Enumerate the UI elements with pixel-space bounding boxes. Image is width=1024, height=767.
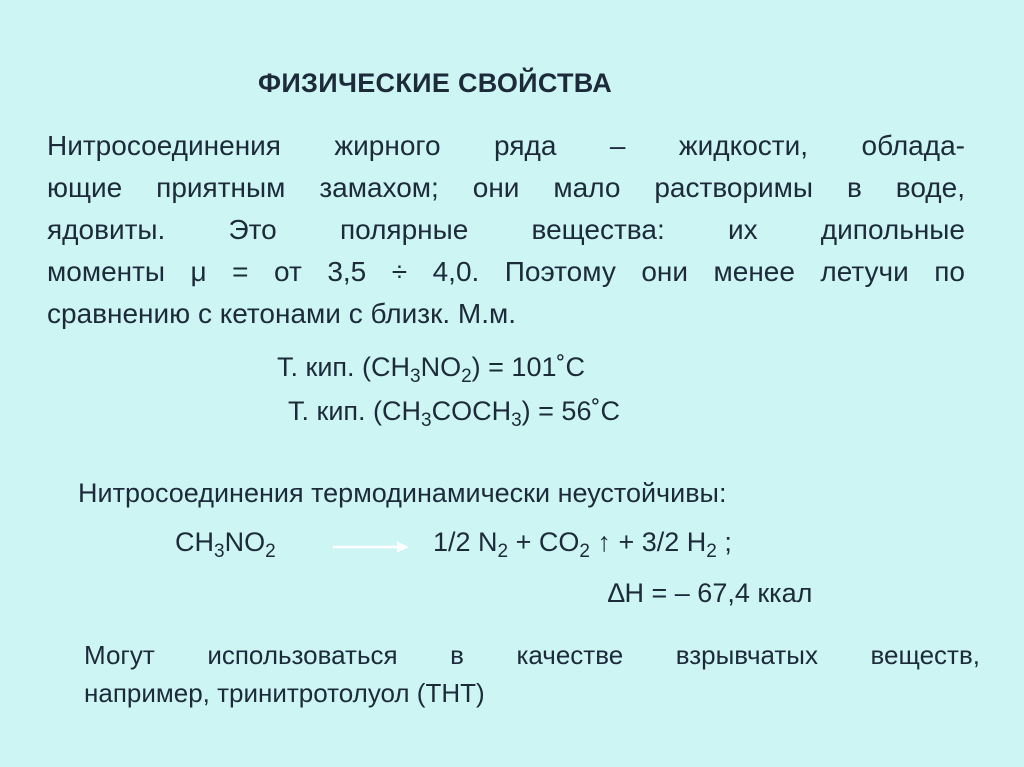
product-3-sub: 2 (706, 541, 717, 562)
reaction-end: ; (716, 527, 732, 557)
bp1-sub2: 2 (461, 366, 472, 387)
usage-line: например, тринитротолуол (ТНТ) (84, 678, 485, 708)
intro-line: моменты μ = от 3,5 ÷ 4,0. Поэтому они менее летучи по (47, 256, 965, 287)
usage-paragraph (84, 636, 980, 712)
bp2-sub2: 3 (511, 410, 522, 431)
bp2-suffix: ) = 56˚C (521, 396, 620, 426)
usage-line: Могут использоваться в качестве взрывчатых веществ, (84, 640, 980, 670)
intro-line: Нитросоединения жирного ряда – жидкости, облада- (47, 130, 965, 161)
product-1-sub: 2 (497, 541, 509, 562)
reactant-b: NO (224, 527, 266, 557)
bp1-mid: NO (420, 352, 462, 382)
reaction-products (433, 527, 732, 562)
boiling-point-acetone (288, 396, 620, 431)
unstable-statement: Нитросоединения термодинамически неустойчивы: (78, 478, 727, 508)
bp2-sub1: 3 (421, 410, 432, 431)
reactant-a: CH (175, 527, 214, 557)
reaction-enthalpy: ∆H = – 67,4 ккал (608, 578, 813, 608)
bp2-mid: COCH (431, 396, 512, 426)
reactant-b-sub: 2 (265, 541, 276, 562)
reaction-reactant (175, 527, 276, 562)
product-2: + CO (508, 527, 580, 557)
product-1: 1/2 N (433, 527, 498, 557)
intro-line: сравнению с кетонами с близк. М.м. (47, 298, 517, 329)
reaction-arrow-icon (333, 540, 409, 554)
intro-paragraph (47, 125, 965, 335)
bp2-prefix: Т. кип. (CH (288, 396, 422, 426)
bp1-suffix: ) = 101˚C (471, 352, 585, 382)
reactant-a-sub: 3 (214, 541, 225, 562)
intro-line: ядовиты. Это полярные вещества: их дипольные (47, 214, 965, 245)
intro-line: ющие приятным замахом; они мало растворимы в воде, (47, 172, 965, 203)
product-2-sub: 2 (579, 541, 590, 562)
slide-title: ФИЗИЧЕСКИЕ СВОЙСТВА (258, 68, 613, 98)
product-3: ↑ + 3/2 H (589, 527, 707, 557)
bp1-sub1: 3 (410, 366, 421, 387)
boiling-point-nitromethane (277, 352, 585, 387)
bp1-prefix: Т. кип. (CH (277, 352, 411, 382)
